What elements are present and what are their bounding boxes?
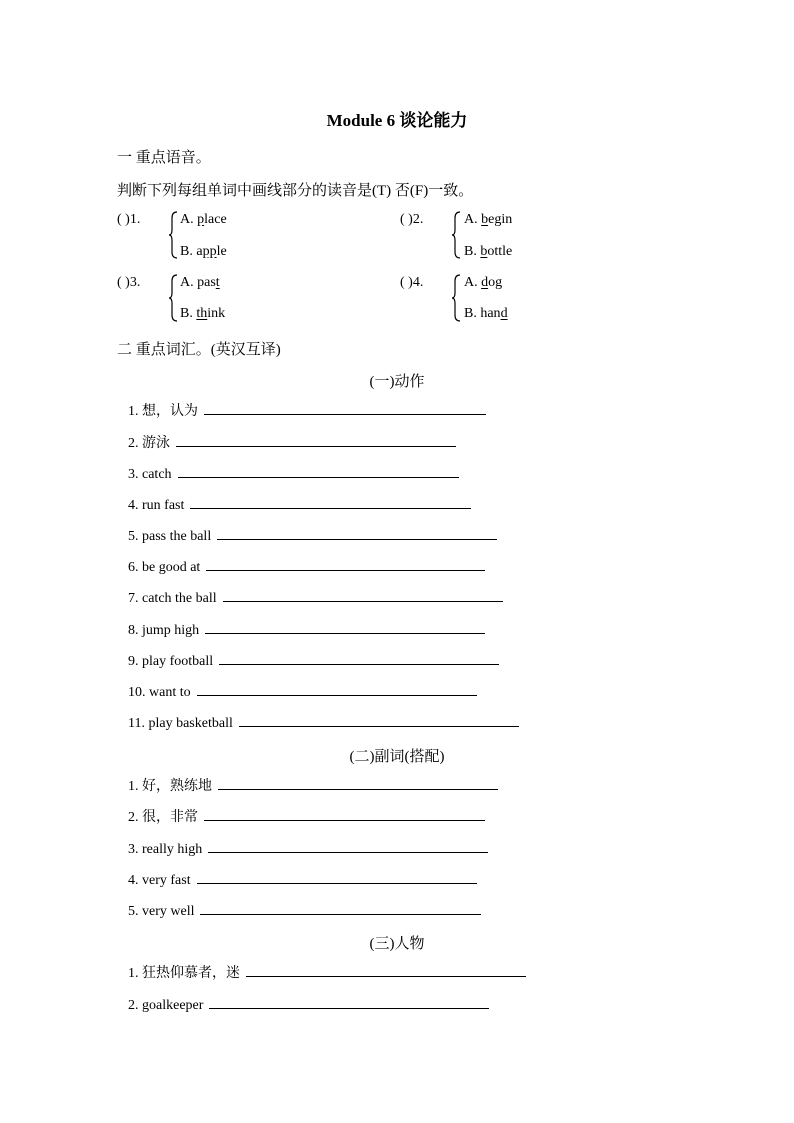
option-a: A. place xyxy=(180,212,227,227)
vocab-item: 1. 狂热仰慕者，迷 xyxy=(128,962,526,982)
question-label[interactable]: ( )4. xyxy=(400,275,424,290)
answer-blank[interactable] xyxy=(218,775,498,790)
answer-blank[interactable] xyxy=(205,619,485,634)
option-b: B. bottle xyxy=(464,244,513,259)
section1-heading: 一 重点语音。 xyxy=(117,150,211,166)
answer-blank[interactable] xyxy=(176,432,456,447)
vocab-item: 1. 想，认为 xyxy=(128,400,486,420)
answer-blank[interactable] xyxy=(223,587,503,602)
answer-blank[interactable] xyxy=(178,463,459,478)
vocab-item: 7. catch the ball xyxy=(128,587,503,607)
answer-blank[interactable] xyxy=(197,869,477,884)
vocab-item: 1. 好，熟练地 xyxy=(128,775,498,795)
vocab-item: 4. run fast xyxy=(128,494,471,514)
question-label[interactable]: ( )3. xyxy=(117,275,141,290)
brace-icon xyxy=(169,210,177,260)
group3-title: (三)人物 xyxy=(369,936,425,952)
answer-blank[interactable] xyxy=(204,400,486,415)
question-label[interactable]: ( )2. xyxy=(400,212,424,227)
vocab-item: 5. very well xyxy=(128,900,481,920)
answer-blank[interactable] xyxy=(190,494,471,509)
vocab-item: 5. pass the ball xyxy=(128,525,497,545)
answer-blank[interactable] xyxy=(217,525,497,540)
answer-blank[interactable] xyxy=(200,900,481,915)
answer-blank[interactable] xyxy=(239,712,519,727)
answer-blank[interactable] xyxy=(219,650,499,665)
group2-title: (二)副词(搭配) xyxy=(349,749,445,765)
brace-icon xyxy=(452,210,460,260)
brace-icon xyxy=(452,273,460,323)
vocab-item: 2. goalkeeper xyxy=(128,994,489,1014)
vocab-item: 6. be good at xyxy=(128,556,485,576)
option-a: A. past xyxy=(180,275,220,290)
vocab-item: 2. 游泳 xyxy=(128,432,456,452)
option-b: B. think xyxy=(180,306,226,321)
vocab-item: 4. very fast xyxy=(128,869,477,889)
vocab-item: 3. really high xyxy=(128,838,488,858)
vocab-item: 9. play football xyxy=(128,650,499,670)
answer-blank[interactable] xyxy=(208,838,488,853)
section2-heading: 二 重点词汇。(英汉互译) xyxy=(117,342,281,358)
brace-icon xyxy=(169,273,177,323)
option-b: B. apple xyxy=(180,244,227,259)
answer-blank[interactable] xyxy=(197,681,477,696)
answer-blank[interactable] xyxy=(206,556,485,571)
section1-instruction: 判断下列每组单词中画线部分的读音是(T) 否(F)一致。 xyxy=(117,183,474,199)
option-a: A. dog xyxy=(464,275,503,290)
vocab-item: 2. 很，非常 xyxy=(128,806,485,826)
vocab-item: 8. jump high xyxy=(128,619,485,639)
vocab-item: 10. want to xyxy=(128,681,477,701)
question-label[interactable]: ( )1. xyxy=(117,212,141,227)
page-title: Module 6 谈论能力 xyxy=(326,111,468,130)
vocab-item: 11. play basketball xyxy=(128,712,519,732)
option-a: A. begin xyxy=(464,212,513,227)
group1-title: (一)动作 xyxy=(369,374,425,390)
vocab-item: 3. catch xyxy=(128,463,459,483)
option-b: B. hand xyxy=(464,306,508,321)
answer-blank[interactable] xyxy=(209,994,489,1009)
answer-blank[interactable] xyxy=(204,806,485,821)
answer-blank[interactable] xyxy=(246,962,526,977)
